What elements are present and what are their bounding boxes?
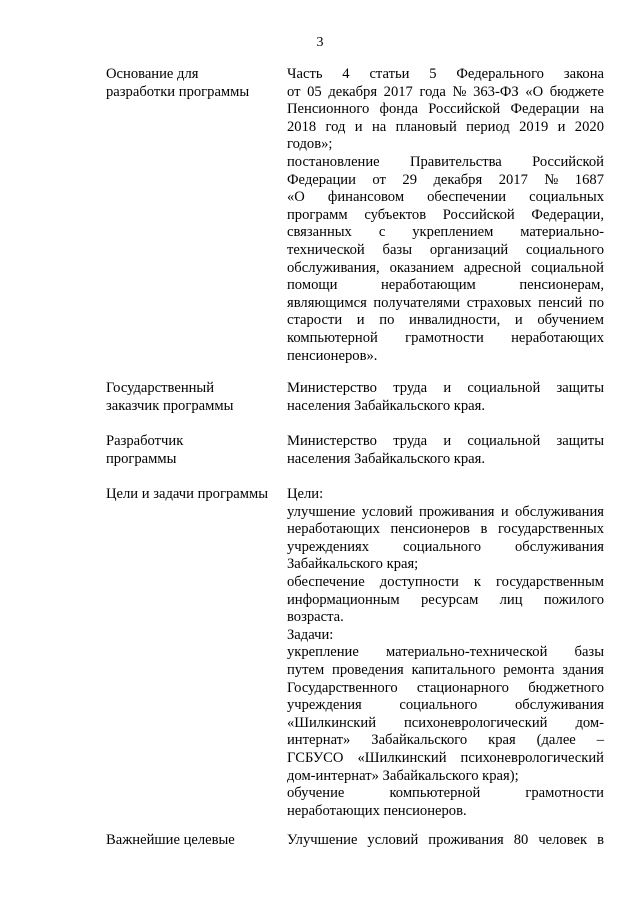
content-line: Министерство труда и социальной защиты [287,433,604,449]
content-line: обслуживания, оказанием адресной социальной [287,259,604,276]
label-line: программы [106,450,177,467]
row-label [106,433,282,468]
content-line: компьютерной грамотности неработающих [287,329,604,346]
content-line: информационным ресурсам лиц пожилого [287,591,604,608]
label-line: Государственный [106,380,215,396]
content-line: обучение компьютерной грамотности [287,785,604,802]
row-content [287,486,604,820]
row-label [106,66,282,101]
row-label [106,832,282,850]
content-line: Забайкальского края; [287,556,419,573]
content-line: Федерации от 29 декабря 2017 № 1687 [287,171,604,188]
content-line: возраста. [287,609,344,626]
label-line: Основание для [106,66,199,82]
label-line: Важнейшие целевые [106,832,235,848]
content-line: пенсионеров». [287,347,378,364]
label-line: Разработчик [106,433,184,449]
content-line: старости и по инвалидности, и обучением [287,312,604,329]
content-line: путем проведения капитального ремонта здания [287,661,604,678]
label-line: Цели и задачи программы [106,486,269,502]
content-line: неработающих пенсионеров. [287,802,467,819]
content-line: интернат» Забайкальского края (далее – [287,732,604,749]
content-line: ГСБУСО «Шилкинский психоневрологический [287,749,604,766]
content-line: населения Забайкальского края. [287,397,485,414]
content-line: улучшение условий проживания и обслуживания [287,503,604,520]
content-line: «О финансовом обеспечении социальных [287,189,604,206]
content-line: являющимся получателями страховых пенсий по [287,294,604,311]
row-content [287,380,604,415]
content-line: Государственного стационарного бюджетного [287,679,604,696]
content-line: неработающих пенсионеров в государственных [287,521,604,538]
content-line: программ субъектов Российской Федерации, [287,206,604,223]
content-line: населения Забайкальского края. [287,450,485,467]
content-line: связанных с укреплением материально- [287,224,604,241]
label-line: заказчик программы [106,397,234,414]
row-content [287,433,604,468]
label-line: разработки программы [106,83,250,100]
content-line: 2018 год и на плановый период 2019 и 2020 [287,118,604,135]
content-line: годов»; [287,136,333,153]
row-label [106,380,282,415]
content-line: учреждениях социального обслуживания [287,538,604,555]
content-line: помощи неработающим пенсионерам, [287,277,604,294]
page-number: 3 [316,35,324,50]
content-line: Часть 4 статьи 5 Федерального закона [287,66,604,82]
content-line: «Шилкинский психоневрологический дом- [287,714,604,731]
content-line: обеспечение доступности к государственным [287,573,604,590]
content-line: Цели: [287,486,324,502]
row-content [287,832,604,850]
content-line: Задачи: [287,626,334,643]
row-content [287,66,604,365]
content-line: Улучшение условий проживания 80 человек в [287,832,604,848]
content-line: постановление Правительства Российской [287,153,604,170]
content-line: дом-интернат» Забайкальского края); [287,767,519,784]
content-line: Министерство труда и социальной защиты [287,380,604,396]
content-line: учреждения социального обслуживания [287,697,604,714]
content-line: технической базы организаций социального [287,241,604,258]
content-line: укрепление материально-технической базы [287,644,604,661]
row-label [106,486,282,504]
content-line: Пенсионного фонда Российской Федерации на [287,101,604,118]
content-line: от 05 декабря 2017 года № 363-ФЗ «О бюджете [287,83,604,100]
